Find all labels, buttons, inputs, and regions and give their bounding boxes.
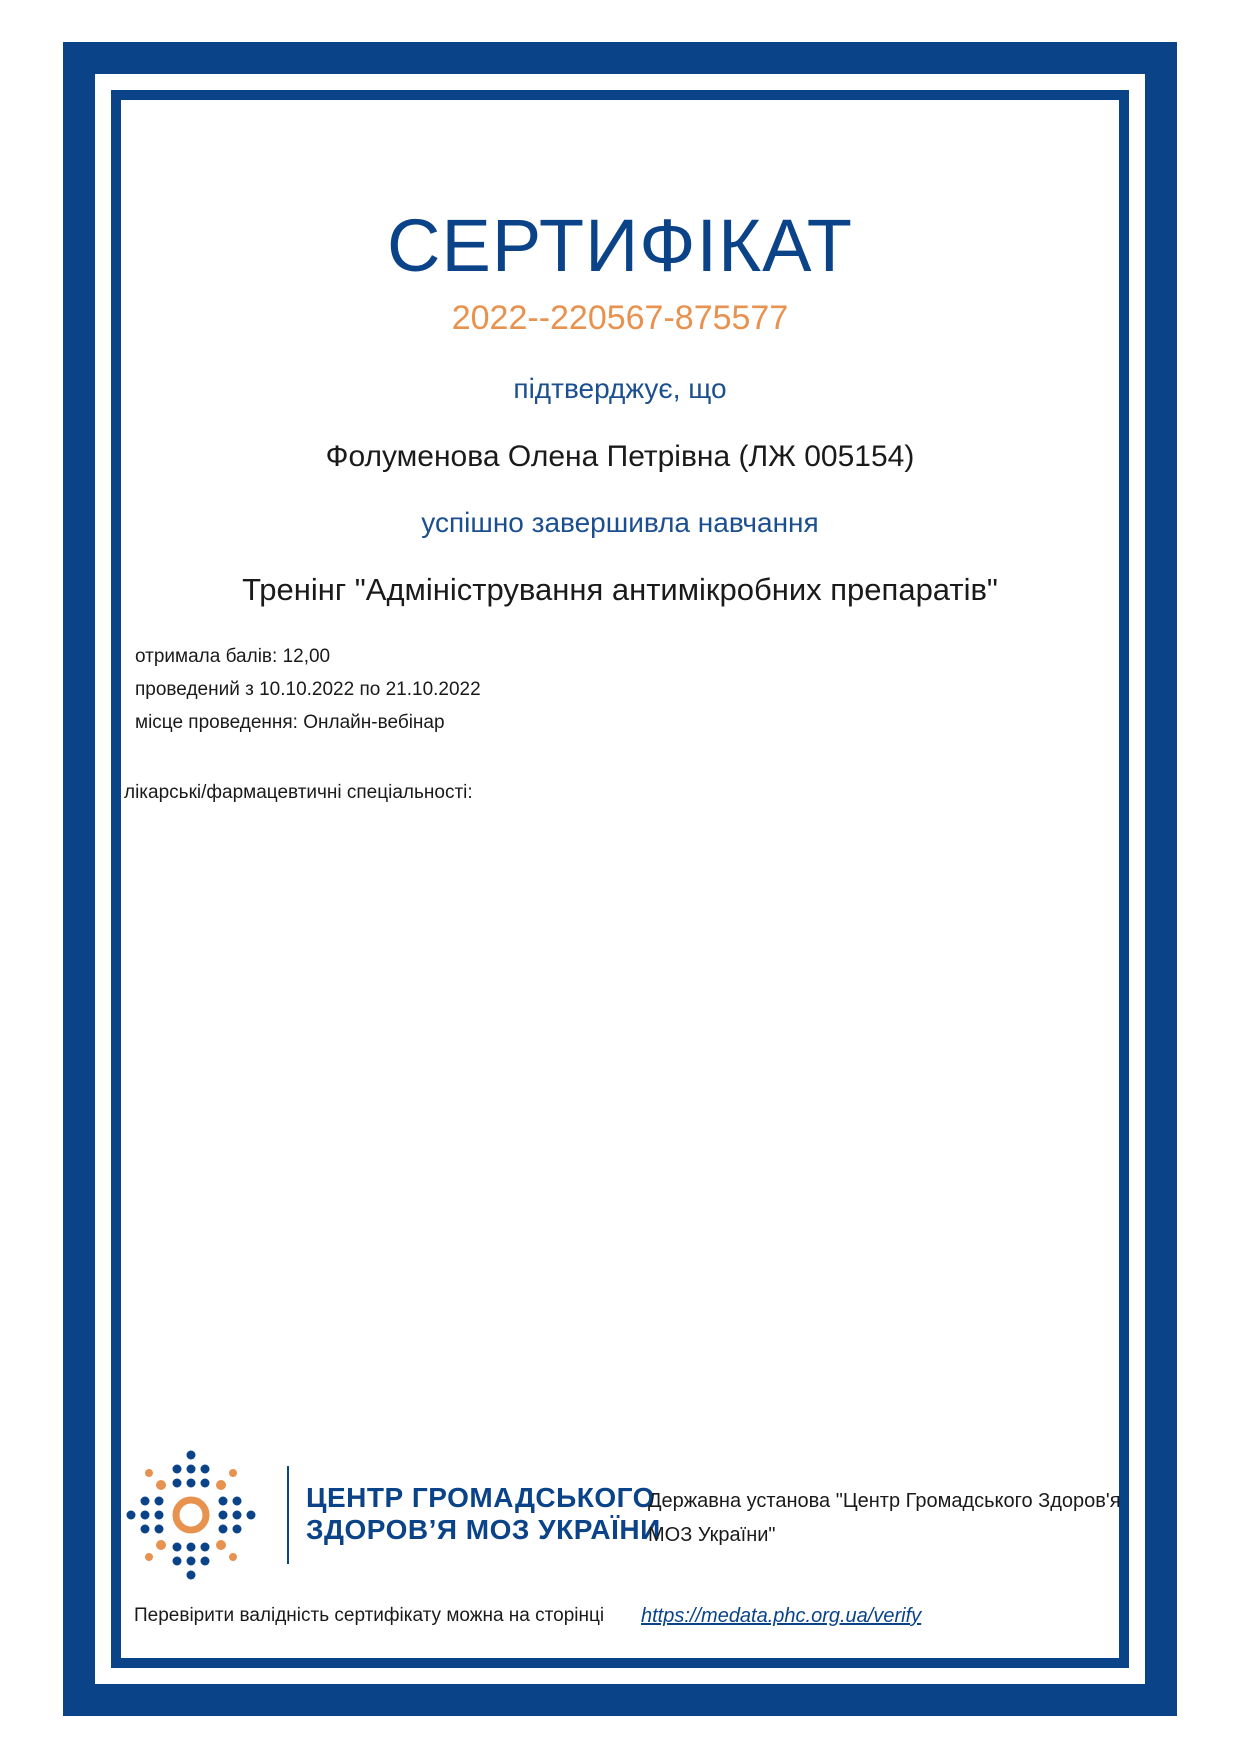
verify-text: Перевірити валідність сертифікату можна на сторінці [134,1605,605,1626]
logo-divider [287,1466,289,1564]
course-title: Тренінг "Адміністрування антимікробних препаратів" [242,572,998,607]
certificate-number: 2022--220567-875577 [451,299,789,337]
specialities-line: лікарські/фармацевтичні спеціальності: [124,782,473,803]
verify-link[interactable]: https://medata.phc.org.ua/verify [641,1605,922,1627]
period-line: проведений з 10.10.2022 по 21.10.2022 [135,679,481,700]
org-name-line2: ЗДОРОВ’Я МОЗ УКРАЇНИ [306,1514,661,1545]
score-line: отримала балів: 12,00 [135,646,331,667]
organization-logo-name [306,1482,661,1546]
location-line: місце проведення: Онлайн-вебінар [135,712,445,733]
org-name-line1: ЦЕНТР ГРОМАДСЬКОГО [306,1482,655,1513]
confirms-text: підтверджує, що [513,373,727,404]
phc-logo-icon [125,1449,257,1581]
completed-text: успішно завершивла навчання [421,507,819,538]
certificate-title: СЕРТИФІКАТ [387,204,853,287]
recipient-name: Фолуменова Олена Петрівна (ЛЖ 005154) [325,440,915,473]
organization-full-name: Державна установа "Центр Громадського Здоров'я МОЗ України" [648,1490,1121,1546]
